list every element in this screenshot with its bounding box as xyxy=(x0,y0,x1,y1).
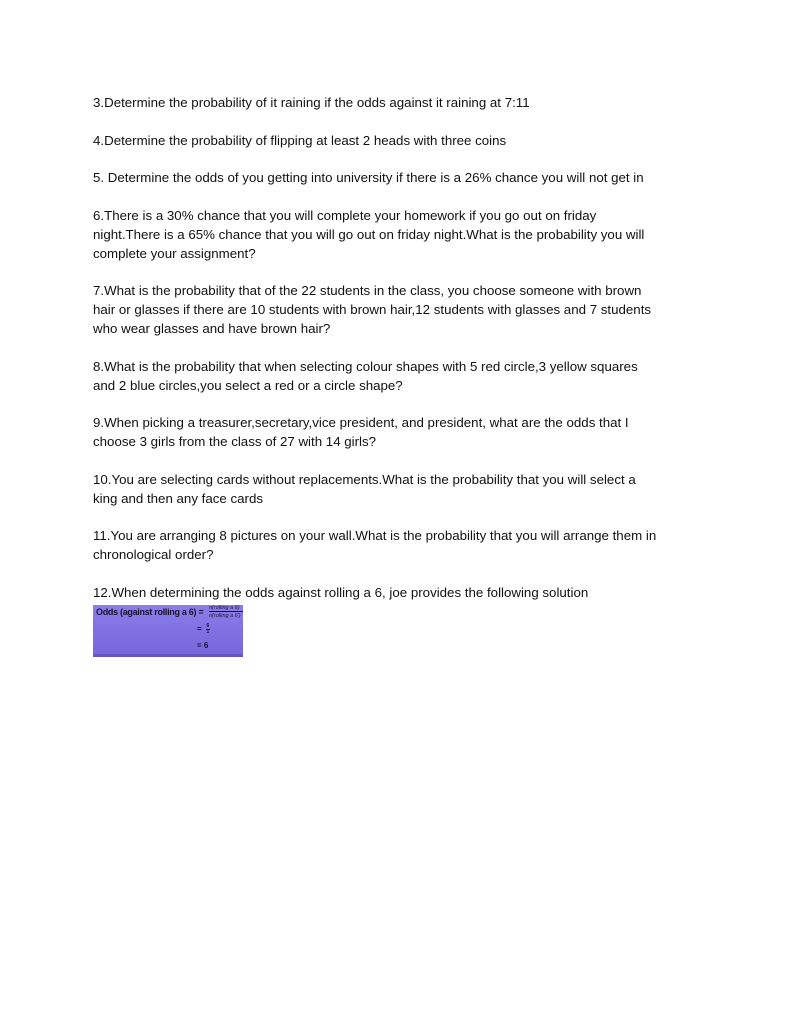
solution-fraction-numerator: n(rolling a 6) xyxy=(209,604,240,611)
solution-fraction xyxy=(209,605,243,619)
question-12: 12.When determining the odds against rolling a 6, joe provides the following solution xyxy=(93,584,589,600)
question-11: 11.You are arranging 8 pictures on your wall.What is the probability that you will arrange them in chronological order? xyxy=(93,528,657,562)
question-9: 9.When picking a treasurer,secretary,vice president, and president, what are the odds that I choose 3 girls from the class of 27 with 14 girls? xyxy=(93,415,629,449)
question-8: 8.What is the probability that when selecting colour shapes with 5 red circle,3 yellow squares and 2 blue circles,you select a red or a circle shape? xyxy=(93,358,638,393)
question-10: 10.You are selecting cards without replacements.What is the probability that you will select a king and then any face cards xyxy=(93,471,636,506)
solution-odds-label: Odds (against rolling a 6) = xyxy=(96,606,204,617)
solution-line-2-equals: = xyxy=(197,624,202,634)
question-7: 7.What is the probability that of the 22 students in the class, you choose someone with brown hair or glasses if there are 10 students with brown hair,12 students with glasses and 7 students who wear glasses and have brown hair? xyxy=(93,283,652,336)
question-5: 5. Determine the odds of you getting into university if there is a 26% chance you will not get in xyxy=(93,170,644,185)
question-6: 6.There is a 30% chance that you will complete your homework if you go out on friday night.There is a 65% chance that you will go out on friday night.What is the probability you will complete your assignment? xyxy=(93,207,645,261)
solution-line-2 xyxy=(197,624,210,635)
solution-line-2-numerator: 6 xyxy=(206,622,210,629)
solution-fraction-denominator: n(rolling a 6') xyxy=(209,612,241,619)
solution-line-2-fraction xyxy=(206,624,210,635)
solution-line-2-denominator: 1 xyxy=(206,628,210,635)
solution-image-edge xyxy=(93,654,243,657)
joe-solution-image xyxy=(93,605,243,657)
question-3: 3.Determine the probability of it raining if the odds against it raining at 7:11 xyxy=(93,95,530,110)
solution-line-3: = 6 xyxy=(197,640,209,650)
question-4: 4.Determine the probability of flipping at least 2 heads with three coins xyxy=(93,132,507,148)
question-list xyxy=(93,93,703,657)
